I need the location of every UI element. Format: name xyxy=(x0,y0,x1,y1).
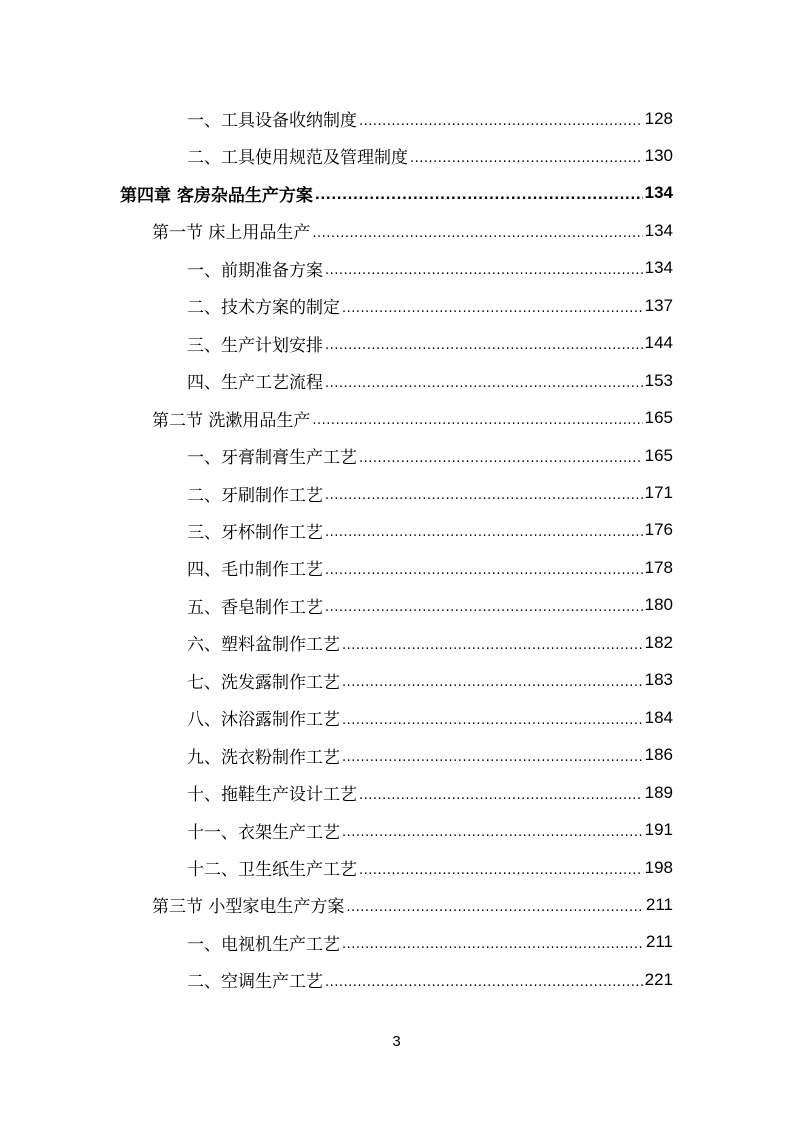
toc-subsection-entry[interactable] xyxy=(187,362,673,399)
dot-leader xyxy=(325,558,643,578)
dot-leader xyxy=(315,183,643,203)
toc-entry-page: 130 xyxy=(644,145,673,165)
toc-entry-title: 二、牙刷制作工艺 xyxy=(187,485,323,506)
toc-entry-title: 三、牙杯制作工艺 xyxy=(187,522,323,543)
toc-entry-title: 十二、卫生纸生产工艺 xyxy=(187,860,357,880)
toc-entry-title: 二、工具使用规范及管理制度 xyxy=(187,148,408,169)
toc-entry-title: 一、工具设备收纳制度 xyxy=(187,111,357,131)
toc-entry-page: 153 xyxy=(644,370,673,390)
dot-leader xyxy=(325,595,643,615)
toc-subsection-entry[interactable] xyxy=(187,662,673,699)
toc-entry-page: 137 xyxy=(644,295,673,315)
toc-subsection-entry[interactable] xyxy=(187,549,673,586)
toc-entry-page: 221 xyxy=(644,969,673,989)
dot-leader xyxy=(342,932,644,952)
toc-entry-page: 165 xyxy=(644,445,673,465)
toc-entry-page: 178 xyxy=(644,557,673,577)
dot-leader xyxy=(359,858,643,878)
dot-leader xyxy=(325,258,643,278)
toc-subsection-entry[interactable] xyxy=(187,325,673,362)
dot-leader xyxy=(325,483,643,503)
dot-leader xyxy=(325,371,643,391)
toc-subsection-entry[interactable] xyxy=(187,250,673,287)
toc-entry-title: 第一节 床上用品生产 xyxy=(152,223,311,244)
toc-entry-title: 四、毛巾制作工艺 xyxy=(187,560,323,581)
toc-entry-title: 一、牙膏制膏生产工艺 xyxy=(187,448,357,469)
toc-entry-title: 六、塑料盆制作工艺 xyxy=(187,635,340,656)
toc-entry-page: 134 xyxy=(644,258,673,278)
toc-entry-title: 七、洗发露制作工艺 xyxy=(187,672,340,693)
dot-leader xyxy=(312,221,642,241)
dot-leader xyxy=(342,670,643,690)
toc-entry-page: 182 xyxy=(644,632,673,652)
toc-entry-title: 五、香皂制作工艺 xyxy=(187,597,323,618)
toc-subsection-entry[interactable] xyxy=(187,475,673,512)
toc-entry-title: 第二节 洗漱用品生产 xyxy=(152,410,311,431)
toc-subsection-entry[interactable] xyxy=(187,699,673,736)
page-number: 3 xyxy=(392,1033,401,1050)
toc-entry-page: 186 xyxy=(644,745,673,765)
toc-entry-title: 二、技术方案的制定 xyxy=(187,298,340,319)
toc-chapter-entry[interactable] xyxy=(120,175,673,212)
toc-entry-page: 134 xyxy=(644,183,673,203)
toc-entry-title: 三、生产计划安排 xyxy=(187,335,323,356)
toc-entry-title: 十、拖鞋生产设计工艺 xyxy=(187,785,357,806)
dot-leader xyxy=(342,745,643,765)
dot-leader xyxy=(325,333,643,353)
dot-leader xyxy=(325,520,643,540)
toc-subsection-entry[interactable] xyxy=(187,774,673,811)
toc-entry-title: 第三节 小型家电生产方案 xyxy=(152,897,345,918)
toc-entry-page: 184 xyxy=(644,707,673,727)
toc-entry-page: 180 xyxy=(644,595,673,615)
toc-subsection-entry[interactable] xyxy=(187,100,673,137)
dot-leader xyxy=(346,895,643,915)
toc-subsection-entry[interactable] xyxy=(187,437,673,474)
toc-entry-page: 128 xyxy=(644,108,673,128)
toc-subsection-entry[interactable] xyxy=(187,287,673,324)
toc-entry-page: 165 xyxy=(644,408,673,428)
toc-subsection-entry[interactable] xyxy=(187,812,673,849)
toc-entry-title: 一、电视机生产工艺 xyxy=(187,934,340,955)
dot-leader xyxy=(410,146,643,166)
toc-entry-page: 171 xyxy=(644,483,673,502)
dot-leader xyxy=(312,408,642,428)
toc-section-entry[interactable] xyxy=(152,212,673,249)
toc-entry-title: 第四章 客房杂品生产方案 xyxy=(120,185,313,206)
toc-subsection-entry[interactable] xyxy=(187,924,673,961)
toc-entry-page: 191 xyxy=(644,820,673,840)
toc-section-entry[interactable] xyxy=(152,400,673,437)
toc-entry-title: 九、洗衣粉制作工艺 xyxy=(187,747,340,768)
toc-entry-page: 134 xyxy=(644,220,673,240)
toc-subsection-entry[interactable] xyxy=(187,624,673,661)
dot-leader xyxy=(325,970,643,990)
dot-leader xyxy=(342,708,643,728)
toc-entry-title: 八、沐浴露制作工艺 xyxy=(187,710,340,731)
toc-subsection-entry[interactable] xyxy=(187,737,673,774)
dot-leader xyxy=(342,820,643,840)
toc-subsection-entry[interactable] xyxy=(187,512,673,549)
toc-entry-page: 211 xyxy=(645,932,673,952)
dot-leader xyxy=(359,109,643,129)
toc-entry-page: 211 xyxy=(645,894,673,914)
toc-entry-page: 198 xyxy=(644,857,673,877)
toc-entry-title: 四、生产工艺流程 xyxy=(187,373,323,394)
toc-subsection-entry[interactable] xyxy=(187,961,673,998)
toc-subsection-entry[interactable] xyxy=(187,849,673,886)
toc-subsection-entry[interactable] xyxy=(187,587,673,624)
toc-entry-title: 二、空调生产工艺 xyxy=(187,972,323,993)
toc-subsection-entry[interactable] xyxy=(187,137,673,174)
toc-entry-page: 183 xyxy=(644,670,673,690)
dot-leader xyxy=(359,783,643,803)
toc-section-entry[interactable] xyxy=(152,886,673,923)
dot-leader xyxy=(342,633,643,653)
toc-entry-page: 144 xyxy=(644,333,673,353)
dot-leader xyxy=(342,296,643,316)
dot-leader xyxy=(359,446,643,466)
toc-entry-title: 十一、衣架生产工艺 xyxy=(187,822,340,843)
toc-entry-title: 一、前期准备方案 xyxy=(187,260,323,281)
toc-entry-page: 189 xyxy=(644,782,673,802)
toc-entry-page: 176 xyxy=(644,520,673,540)
